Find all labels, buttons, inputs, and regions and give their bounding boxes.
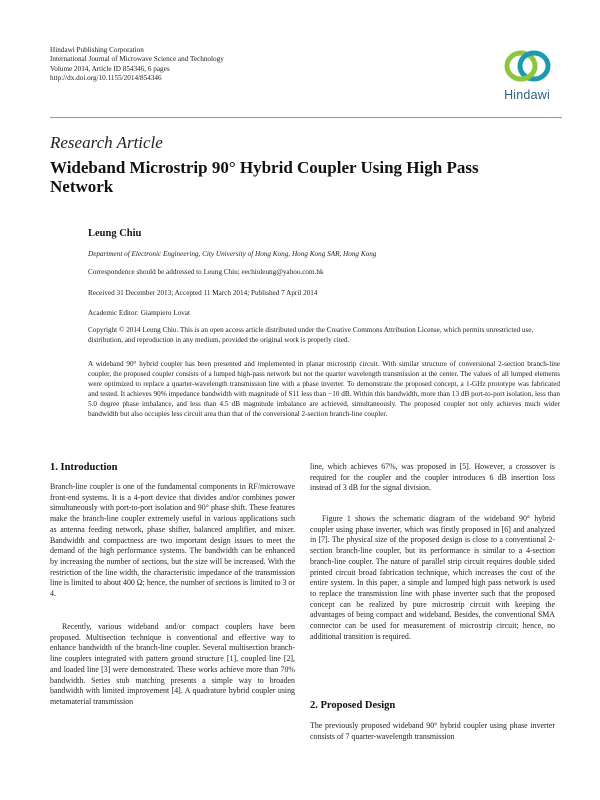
intro-paragraph-3: line, which achieves 67%, was proposed in [5]. However, a crossover is required for the coupler and the coupler introduces 6 dB insertion loss instead of 3 dB for the signal division. [310,462,555,493]
publisher-name: Hindawi Publishing Corporation [50,46,144,54]
section-heading-proposed-design: 2. Proposed Design [310,700,396,711]
article-type: Research Article [50,133,163,152]
affiliation: Department of Electronic Engineering, City University of Hong Kong, Hong Kong SAR, Hong Kong [88,250,377,258]
intro-paragraph-2: Recently, various wideband and/or compact couplers have been proposed. Multisection technique is conventional and effective way to enhance bandwidth of the branch-line coupler. Several multisection branch-line couplers integrated with pattern ground structure [1], coupled line [2], and loaded line [3] were demonstrated. These works achieve more than 70% bandwidth. Series stub matching presents a simple way to broaden bandwidth with limited improvement [4]. A quadrature hybrid coupler using metamaterial transmission [50,622,295,706]
abstract: A wideband 90° hybrid coupler has been presented and implemented in planar microstrip circuit. With similar structure of conversional 2-section branch-line coupler, the proposed coupler consists of a lumped high-pass network but not the quarter wavelength transmission at the center. The values of all lumped elements were optimized to replace a quarter-wavelength transmission line with a phase inverter. To demonstrate the proposed concept, a 1-GHz prototype was fabricated and tested. It achieves 90% impedance bandwidth with magnitude of S11 less than −10 dB. Within this bandwidth, more than 13 dB port-to-port isolation, less than 5.0 degree phase imbalance, and less than 4.5 dB magnitude imbalance are achieved, simultaneously. The proposed coupler not only achieves much wider bandwidth but also occupies less circuit area than that of the conversional 2-section branch-line coupler. [88,360,560,418]
volume-info: Volume 2014, Article ID 854346, 6 pages [50,64,170,73]
copyright-notice: Copyright © 2014 Leung Chiu. This is an open access article distributed under the Creative Commons Attribution License, which permits unrestricted use, distribution, and reproduction in any medium, provided the original work is properly cited. [88,326,534,344]
academic-editor: Academic Editor: Giampiero Lovat [88,309,190,317]
design-paragraph-1: The previously proposed wideband 90° hybrid coupler using phase inverter consists of 7 quarter-wavelength transmission [310,721,555,741]
article-title: Wideband Microstrip 90° Hybrid Coupler Using High Pass Network [50,158,479,196]
correspondence: Correspondence should be addressed to Leung Chiu; eechiuleung@yahoo.com.hk [88,268,324,276]
author-name: Leung Chiu [88,228,142,239]
intro-paragraph-4: Figure 1 shows the schematic diagram of the wideband 90° hybrid coupler using phase inverter, which was firstly proposed in [6] and analyzed in [7]. The physical size of the proposed design is close to a conventional 2-section branch-line coupler, but its performance is similar to a 4-section branch-line coupler. The nature of parallel strip circuit requires double sided printed circuit broad fabrication technique, which increases the cost of the entire system. In this paper, a simple and lumped high pass network is used to replace the transmission line with phase inverter such that the proposed concept can be realized by pure microstrip circuit with keeping the advantages of being compact and wideband. Besides, the conventional SMA connector can be used for measurement of microstrip circuit; hence, no additional transition is required. [310,514,555,641]
hindawi-wordmark: Hindawi [504,88,550,102]
publication-dates: Received 31 December 2013; Accepted 11 March 2014; Published 7 April 2014 [88,289,318,297]
journal-header [50,46,224,84]
journal-name: International Journal of Microwave Science and Technology [50,55,224,64]
header-divider [50,117,562,118]
intro-paragraph-1: Branch-line coupler is one of the fundamental components in RF/microwave front-end systems. It is a 4-port device that divides and/or combines power simultaneously with port-to-port isolation and 90° phase shift. These features make the branch-line coupler extremely useful in various applications such as antenna feeding network, phase shifter, balanced amplifier, and mixer. Bandwidth and compactness are two important design issues to meet the demand of the high performance systems. The bandwidth can be enhanced by increasing the number of sections, but the size will be increased. With the restriction of the line width, the characteristic impedance of the transmission line is limited to about 400 Ω; hence, the number of sections is limited to 3 or 4. [50,482,295,599]
doi-link[interactable]: http://dx.doi.org/10.1155/2014/854346 [50,74,162,83]
section-heading-introduction: 1. Introduction [50,462,118,473]
